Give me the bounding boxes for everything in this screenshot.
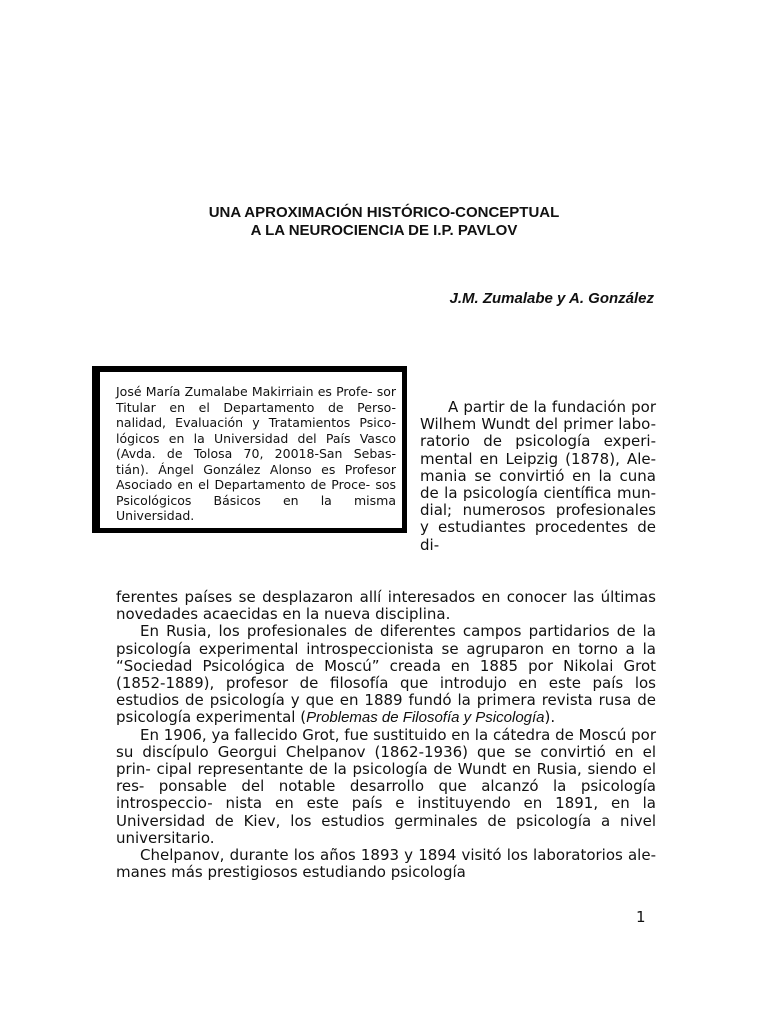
paragraph-4: Chelpanov, durante los años 1893 y 1894 visitó los laboratorios ale- manes más prestigiosos estudiando psicología — [116, 846, 656, 882]
journal-title: Problemas de Filosofía y Psicología — [306, 709, 545, 727]
paragraph-3: En 1906, ya fallecido Grot, fue sustituido en la cátedra de Moscú por su discípulo Georgui Chelpanov (1862-1936) que se convirtió en el prin- cipal representante de la psicología de Wundt en Rusia, siendo el res- ponsable del notable desarrollo que alcanzó la psicología introspeccio- nista en este país e instituyendo en 1891, en la Universidad de Kiev, los estudios germinales de psicología a nivel universitario. — [116, 725, 656, 847]
author-affiliation-box — [92, 366, 407, 533]
main-body — [116, 589, 656, 881]
affiliation-text: José María Zumalabe Makirriain es Profe- sor Titular en el Departamento de Perso- nalidad, Evaluación y Tratamientos Psico- lógicos en la Universidad del País Vasco (Avda. de Tolosa 70, 20018-San Sebas- tián). Ángel González Alonso es Profesor Asociado en el Departamento de Proce- sos Psicológicos Básicos en la misma Universidad. — [116, 384, 396, 523]
paragraph-2 — [116, 623, 656, 726]
intro-column — [420, 399, 656, 554]
article-title — [0, 204, 768, 240]
author-byline: J.M. Zumalabe y A. González — [449, 290, 654, 307]
paragraph-1-continuation: ferentes países se desplazaron allí interesados en conocer las últimas novedades acaecidas en la nueva disciplina. — [116, 588, 656, 624]
paragraph-2-end: ). — [544, 708, 556, 727]
title-line-1: UNA APROXIMACIÓN HISTÓRICO-CONCEPTUAL — [208, 204, 560, 221]
page-number: 1 — [636, 908, 646, 926]
title-line-2: A LA NEUROCIENCIA DE I.P. PAVLOV — [250, 222, 518, 239]
intro-paragraph: A partir de la fundación por Wilhem Wundt del primer labo- ratorio de psicología experi- mental en Leipzig (1878), Ale- mania se convirtió en la cuna de la psicología científica mun- dial; numerosos profesionales y estudiantes procedentes de di- — [420, 398, 656, 554]
paragraph-2-text: En Rusia, los profesionales de diferentes campos partidarios de la psicología experimental introspeccionista se agruparon en torno a la “Sociedad Psicológica de Moscú” creada en 1885 por Nikolai Grot (1852-1889), profesor de filosofía que introdujo en este país los estudios de psicología y que en 1889 fundó la primera revista rusa de psicología experimental ( — [116, 622, 656, 727]
